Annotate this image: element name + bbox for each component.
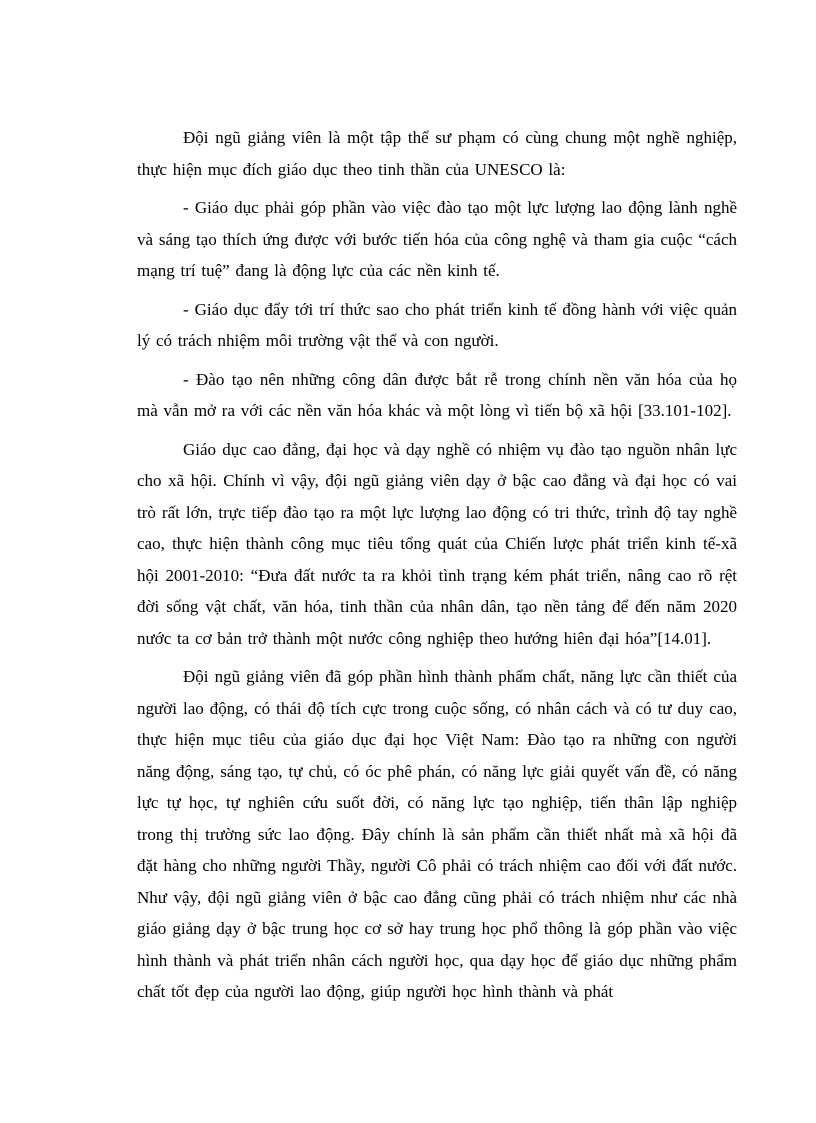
text-block	[137, 122, 737, 1015]
paragraph-lecturer-role: Đội ngũ giảng viên đã góp phần hình thành phẩm chất, năng lực cần thiết của người lao động, có thái độ tích cực trong cuộc sống, có nhân cách và có tư duy cao, thực hiện mục tiêu của giáo dục đại học Việt Nam: Đào tạo ra những con người năng động, sáng tạo, tự chủ, có óc phê phán, có năng lực giải quyết vấn đề, có năng lực tự học, tự nghiên cứu suốt đời, có năng lực tạo nghiệp, tiến thân lập nghiệp trong thị trường sức lao động. Đây chính là sản phẩm cần thiết nhất mà xã hội đã đặt hàng cho những người Thầy, người Cô phải có trách nhiệm cao đối với đất nước. Như vậy, đội ngũ giảng viên ở bậc cao đẳng cũng phải có trách nhiệm như các nhà giáo giảng dạy ở bậc trung học cơ sở hay trung học phổ thông là góp phần vào việc hình thành và phát triển nhân cách người học, qua dạy học để giáo dục những phẩm chất tốt đẹp của người lao động, giúp người học hình thành và phát	[137, 667, 737, 1001]
paragraph-intro: Đội ngũ giảng viên là một tập thể sư phạm có cùng chung một nghề nghiệp, thực hiện mục đích giáo dục theo tinh thần của UNESCO là:	[137, 128, 737, 179]
paragraph-bullet-3: - Đào tạo nên những công dân được bắt rễ trong chính nền văn hóa của họ mà vẫn mở ra với các nền văn hóa khác và một lòng vì tiến bộ xã hội [33.101-102].	[137, 369, 737, 420]
paragraph-bullet-1: - Giáo dục phải góp phần vào việc đào tạo một lực lượng lao động lành nghề và sáng tạo thích ứng được với bước tiến hóa của công nghệ và tham gia cuộc “cách mạng trí tuệ” đang là động lực của các nền kinh tế.	[137, 198, 737, 280]
paragraph-education-mission: Giáo dục cao đẳng, đại học và dạy nghề có nhiệm vụ đào tạo nguồn nhân lực cho xã hội. Chính vì vậy, đội ngũ giảng viên dạy ở bậc cao đẳng và đại học có vai trò rất lớn, trực tiếp đào tạo ra một lực lượng lao động có tri thức, trình độ tay nghề cao, thực hiện thành công mục tiêu tổng quát của Chiến lược phát triển kinh tế-xã hội 2001-2010: “Đưa đất nước ta ra khỏi tình trạng kém phát triển, nâng cao rõ rệt đời sống vật chất, văn hóa, tinh thần của nhân dân, tạo nền tảng để đến năm 2020 nước ta cơ bản trở thành một nước công nghiệp theo hướng hiên đại hóa”[14.01].	[137, 439, 737, 648]
paragraph-bullet-2: - Giáo dục đẩy tới trí thức sao cho phát triển kinh tế đồng hành với việc quản lý có trách nhiệm môi trường vật thể và con người.	[137, 299, 737, 350]
